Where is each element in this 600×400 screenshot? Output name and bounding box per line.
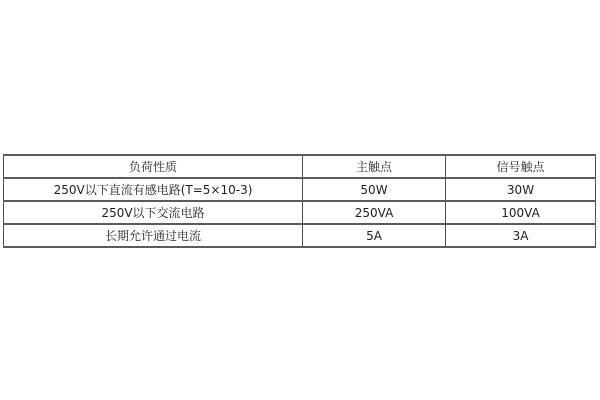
table-cell-load-ac: 250V以下交流电路 [4,201,303,224]
table-row [4,155,596,178]
table-row [4,224,596,247]
table-header-load-nature: 负荷性质 [4,155,303,178]
table-cell-main-ac: 250VA [303,201,446,224]
table-cell-main-dc: 50W [303,178,446,201]
table-cell-main-continuous: 5A [303,224,446,247]
table-header-signal-contact: 信号触点 [446,155,596,178]
table-cell-signal-dc: 30W [446,178,596,201]
table-header-row [4,155,596,178]
table-header-main-contact: 主触点 [303,155,446,178]
contact-rating-table [3,154,596,248]
table-row [4,178,596,201]
table-cell-load-continuous: 长期允许通过电流 [4,224,303,247]
table-cell-signal-continuous: 3A [446,224,596,247]
table-cell-load-dc: 250V以下直流有感电路(T=5×10-3) [4,178,303,201]
table-cell-signal-ac: 100VA [446,201,596,224]
table-row [4,201,596,224]
table-body [4,178,596,247]
